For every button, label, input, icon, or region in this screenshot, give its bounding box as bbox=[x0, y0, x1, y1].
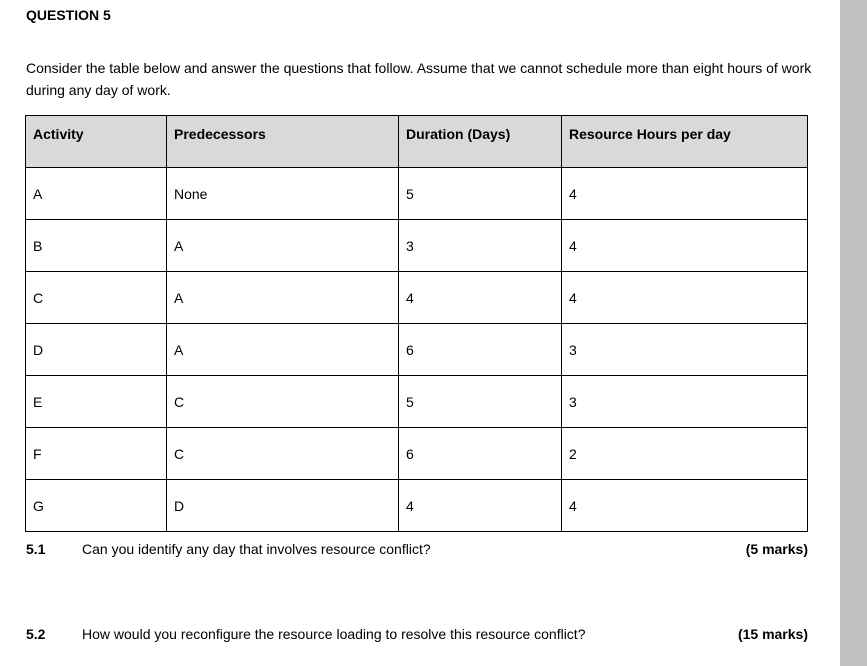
cell-resource-hours: 4 bbox=[562, 168, 808, 220]
scrollbar-track[interactable] bbox=[840, 0, 867, 666]
table-row bbox=[26, 168, 808, 220]
cell-activity: B bbox=[26, 220, 167, 272]
cell-predecessors: C bbox=[167, 428, 399, 480]
table-row bbox=[26, 220, 808, 272]
header-resource-hours: Resource Hours per day bbox=[562, 116, 808, 168]
cell-predecessors: A bbox=[167, 220, 399, 272]
cell-duration: 6 bbox=[399, 324, 562, 376]
cell-resource-hours: 3 bbox=[562, 324, 808, 376]
cell-activity: A bbox=[26, 168, 167, 220]
cell-duration: 5 bbox=[399, 376, 562, 428]
table-row bbox=[26, 376, 808, 428]
cell-predecessors: None bbox=[167, 168, 399, 220]
cell-duration: 5 bbox=[399, 168, 562, 220]
cell-activity: F bbox=[26, 428, 167, 480]
cell-duration: 4 bbox=[399, 272, 562, 324]
table-row bbox=[26, 480, 808, 532]
cell-activity: G bbox=[26, 480, 167, 532]
cell-predecessors: A bbox=[167, 272, 399, 324]
cell-activity: E bbox=[26, 376, 167, 428]
cell-resource-hours: 4 bbox=[562, 272, 808, 324]
table-row bbox=[26, 428, 808, 480]
cell-resource-hours: 4 bbox=[562, 220, 808, 272]
cell-resource-hours: 2 bbox=[562, 428, 808, 480]
cell-duration: 6 bbox=[399, 428, 562, 480]
subquestion-5-2 bbox=[26, 626, 808, 646]
cell-predecessors: D bbox=[167, 480, 399, 532]
question-title: QUESTION 5 bbox=[26, 7, 111, 23]
subquestion-marks: (15 marks) bbox=[737, 626, 808, 642]
cell-duration: 4 bbox=[399, 480, 562, 532]
subquestion-number: 5.2 bbox=[26, 626, 46, 642]
header-duration: Duration (Days) bbox=[399, 116, 562, 168]
cell-predecessors: C bbox=[167, 376, 399, 428]
subquestion-number: 5.1 bbox=[26, 541, 46, 557]
header-predecessors: Predecessors bbox=[167, 116, 399, 168]
cell-resource-hours: 3 bbox=[562, 376, 808, 428]
cell-predecessors: A bbox=[167, 324, 399, 376]
activity-table bbox=[25, 115, 808, 532]
question-intro: Consider the table below and answer the questions that follow. Assume that we cannot schedule more than eight hours of work during any day of work. bbox=[26, 60, 812, 98]
subquestion-text: Can you identify any day that involves resource conflict? bbox=[82, 541, 431, 557]
table-row bbox=[26, 272, 808, 324]
cell-activity: C bbox=[26, 272, 167, 324]
cell-duration: 3 bbox=[399, 220, 562, 272]
subquestion-marks: (5 marks) bbox=[745, 541, 808, 557]
subquestion-text: How would you reconfigure the resource loading to resolve this resource conflict? bbox=[82, 626, 586, 642]
cell-activity: D bbox=[26, 324, 167, 376]
table-row bbox=[26, 324, 808, 376]
cell-resource-hours: 4 bbox=[562, 480, 808, 532]
header-activity: Activity bbox=[26, 116, 167, 168]
table-header-row bbox=[26, 116, 808, 168]
subquestion-5-1 bbox=[26, 541, 808, 561]
